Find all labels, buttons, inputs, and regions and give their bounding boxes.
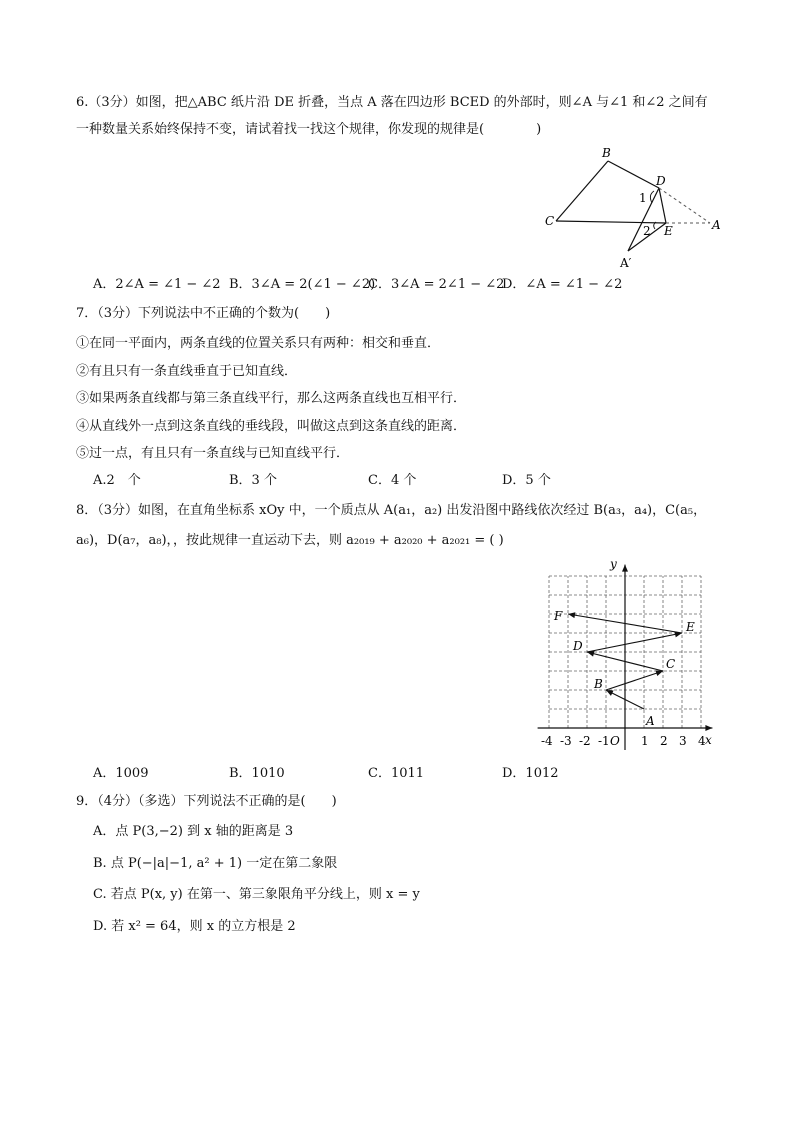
q6-stem-line2: 一种数量关系始终保持不变，请试着找一找这个规律，你发现的规律是( ): [76, 122, 542, 137]
x-tick-label: 1: [641, 734, 649, 748]
q6-option-b[interactable]: B．3∠A = 2(∠1 − ∠2): [229, 277, 376, 292]
q9-option-b[interactable]: B. 点 P(−|a|−1, a² + 1) 一定在第二象限: [93, 856, 338, 871]
q7-statement-1: ①在同一平面内，两条直线的位置关系只有两种：相交和垂直．: [76, 336, 441, 351]
q7-option-c[interactable]: C．4 个: [368, 473, 417, 488]
origin-label: O: [610, 734, 620, 748]
label-E: E: [664, 224, 673, 238]
q9-stem: 9．（4分）（多选）下列说法不正确的是( ): [76, 794, 337, 809]
q7-option-a[interactable]: A.2 个: [93, 473, 141, 488]
segment-BD: [608, 161, 659, 188]
q8-option-c[interactable]: C．1011: [368, 766, 425, 781]
label-A-prime: A′: [620, 256, 632, 270]
label-1: 1: [639, 191, 647, 205]
point-label-A: A: [646, 714, 655, 728]
segment-CE: [556, 221, 666, 223]
q7-option-d[interactable]: D．5 个: [502, 473, 551, 488]
q7-statement-4: ④从直线外一点到这条直线的垂线段，叫做这点到这条直线的距离．: [76, 419, 467, 434]
point-label-C: C: [666, 657, 676, 671]
grid: [538, 565, 713, 750]
segment-DE: [659, 188, 666, 223]
q6-fold-figure: [540, 145, 740, 275]
q7-stem: 7．（3分）下列说法中不正确的个数为( ): [76, 306, 331, 321]
point-label-F: F: [554, 609, 563, 623]
q6-stem-line1: 6.（3分）如图，把△ABC 纸片沿 DE 折叠，当点 A 落在四边形 BCED 的外部时，则∠A 与∠1 和∠2 之间有: [76, 95, 708, 110]
x-tick-label: -4: [541, 734, 553, 748]
point-labels: [553, 609, 695, 728]
q9-option-c[interactable]: C. 若点 P(x, y) 在第一、第三象限角平分线上，则 x = y: [93, 887, 420, 902]
q8-stem-line1: 8．（3分）如图，在直角坐标系 xOy 中，一个质点从 A(a₁，a₂) 出发沿图中路线依次经过 B(a₃，a₄)，C(a₅，: [76, 503, 707, 518]
axis-x-label: x: [705, 733, 712, 747]
q7-option-b[interactable]: B．3 个: [229, 473, 277, 488]
q6-option-c[interactable]: C．3∠A = 2∠1 − ∠2: [368, 277, 505, 292]
q8-option-d[interactable]: D．1012: [502, 766, 559, 781]
q8-stem-line2: a₆)，D(a₇，a₈)，，按此规律一直运动下去，则 a₂₀₁₉ + a₂₀₂₀ + a₂₀₂₁ = ( ): [76, 533, 504, 548]
x-tick-label: 3: [679, 734, 687, 748]
x-tick-labels: [541, 734, 706, 748]
q9-option-a[interactable]: A．点 P(3,−2) 到 x 轴的距离是 3: [93, 824, 294, 839]
q7-statement-3: ③如果两条直线都与第三条直线平行，那么这两条直线也互相平行．: [76, 391, 467, 406]
label-2: 2: [643, 224, 651, 238]
x-tick-label: 2: [660, 734, 668, 748]
axis-y-label: y: [610, 558, 617, 571]
q7-statement-2: ②有且只有一条直线垂直于已知直线．: [76, 364, 298, 379]
point-label-D: D: [573, 639, 583, 653]
x-tick-label: -1: [598, 734, 610, 748]
motion-segment: [606, 671, 663, 690]
point-label-B: B: [594, 677, 603, 691]
motion-segment: [587, 633, 682, 652]
q8-coordinate-graph: [530, 558, 730, 758]
x-tick-label: 4: [698, 734, 706, 748]
x-tick-label: -3: [560, 734, 572, 748]
dashed-DA: [659, 188, 710, 223]
y-axis-arrow: [622, 565, 628, 572]
label-D: D: [656, 174, 666, 188]
x-axis-arrow: [705, 725, 712, 731]
q8-option-b[interactable]: B．1010: [229, 766, 285, 781]
q6-option-a[interactable]: A．2∠A = ∠1 − ∠2: [93, 277, 221, 292]
label-C: C: [545, 214, 555, 228]
motion-arrowhead: [568, 612, 575, 618]
x-tick-label: -2: [579, 734, 591, 748]
segment-CB: [556, 161, 608, 221]
q7-statement-5: ⑤过一点，有且只有一条直线与已知直线平行．: [76, 446, 350, 461]
point-label-E: E: [686, 620, 695, 634]
q6-option-d[interactable]: D．∠A = ∠1 − ∠2: [502, 277, 623, 292]
q9-option-d[interactable]: D. 若 x² = 64，则 x 的立方根是 2: [93, 919, 296, 934]
q8-option-a[interactable]: A．1009: [93, 766, 149, 781]
label-A: A: [712, 218, 721, 232]
label-B: B: [602, 146, 611, 160]
